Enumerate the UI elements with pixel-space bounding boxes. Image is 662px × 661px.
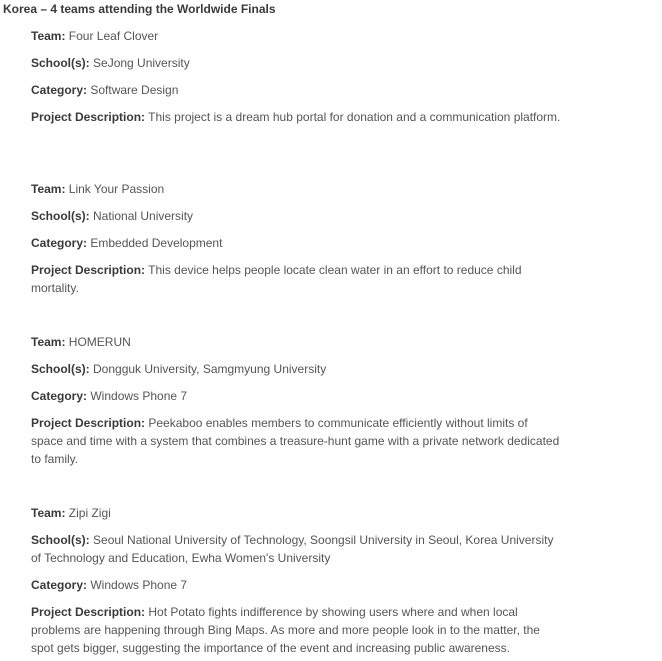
description-value: Hot Potato fights indifference by showing users where and when local problems are happening through Bing Maps. As more and more people look in to the matter, the spot gets bigger, suggesting the importance of the event and increasing public awareness. [31, 605, 540, 655]
category-value: Windows Phone 7 [90, 578, 188, 592]
schools-label: School(s): [31, 362, 90, 376]
description-row [31, 261, 561, 297]
category-value: Windows Phone 7 [90, 389, 188, 403]
description-row [31, 603, 561, 657]
team-entry [31, 333, 561, 468]
team-name: Link Your Passion [68, 182, 165, 196]
category-row [31, 387, 561, 405]
team-label: Team: [31, 335, 66, 349]
category-value: Embedded Development [90, 236, 223, 250]
team-label: Team: [31, 182, 66, 196]
description-label: Project Description: [31, 416, 146, 430]
category-row [31, 234, 561, 252]
team-label: Team: [31, 29, 66, 43]
schools-row [31, 207, 561, 225]
description-value: This project is a dream hub portal for donation and a communication platform. [148, 110, 561, 124]
team-name-row [31, 27, 561, 45]
team-name-row [31, 504, 561, 522]
category-label: Category: [31, 83, 88, 97]
description-row [31, 108, 561, 126]
schools-row [31, 360, 561, 378]
description-label: Project Description: [31, 110, 146, 124]
category-row [31, 81, 561, 99]
description-row [31, 414, 561, 468]
team-name-row [31, 180, 561, 198]
team-label: Team: [31, 506, 66, 520]
category-value: Software Design [90, 83, 179, 97]
category-label: Category: [31, 236, 88, 250]
team-entry [31, 504, 561, 657]
description-value: This device helps people locate clean water in an effort to reduce child mortality. [31, 263, 522, 295]
team-name: Zipi Zigi [68, 506, 111, 520]
team-name-row [31, 333, 561, 351]
description-label: Project Description: [31, 263, 146, 277]
schools-row [31, 54, 561, 72]
description-value: Peekaboo enables members to communicate efficiently without limits of space and time with a system that combines a treasure-hunt game with a private network dedicated to family. [31, 416, 560, 466]
category-label: Category: [31, 389, 88, 403]
schools-value: SeJong University [93, 56, 190, 70]
team-entry [31, 180, 561, 297]
schools-value: National University [93, 209, 194, 223]
schools-value: Seoul National University of Technology, Soongsil University in Seoul, Korea University of Technology and Education, Ewha Women's University [31, 533, 554, 565]
schools-row [31, 531, 561, 567]
schools-value: Dongguk University, Samgmyung University [93, 362, 327, 376]
team-name: HOMERUN [68, 335, 131, 349]
schools-label: School(s): [31, 209, 90, 223]
category-label: Category: [31, 578, 88, 592]
team-entry [31, 27, 561, 126]
description-label: Project Description: [31, 605, 146, 619]
schools-label: School(s): [31, 533, 90, 547]
category-row [31, 576, 561, 594]
schools-label: School(s): [31, 56, 90, 70]
team-name: Four Leaf Clover [68, 29, 159, 43]
section-heading: Korea – 4 teams attending the Worldwide Finals [3, 2, 276, 16]
